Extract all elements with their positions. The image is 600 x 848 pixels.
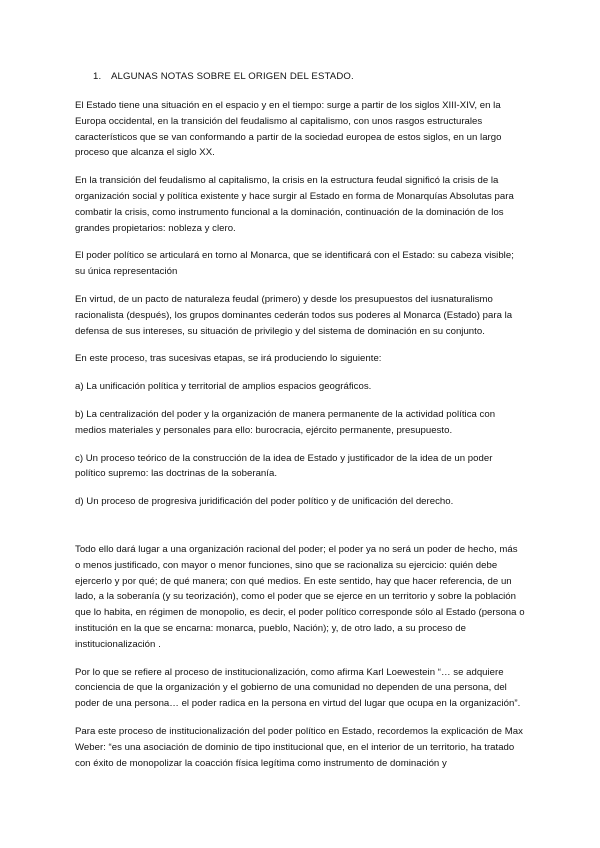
paragraph-monarch: El poder político se articulará en torno al Monarca, que se identificará con el Estado: su cabeza visible; su única representación [75,250,514,278]
blank-gap [75,522,525,542]
paragraph-transition: En la transición del feudalismo al capitalismo, la crisis en la estructura feudal significó la crisis de la organización social y política existente y hace surgir al Estado en forma de Monarquías Absolutas para combatir la crisis, como instrumento funcional a la dominación, continuación de la dominación de los grandes propietarios: nobleza y clero. [75,175,514,234]
list-item-b: b) La centralización del poder y la organización de manera permanente de la actividad política con medios materiales y personales para ello: burocracia, ejército permanente, presupuesto. [75,408,496,436]
paragraph-process: En este proceso, tras sucesivas etapas, se irá produciendo lo siguiente: [75,353,382,365]
list-item-a: a) La unificación política y territorial de amplios espacios geográficos. [75,381,372,393]
paragraph-weber: Para este proceso de institucionalización del poder político en Estado, recordemos la explicación de Max Weber: “es una asociación de dominio de tipo institucional que, en el interior de un territorio, ha tratado con éxito de monopolizar la coacción física legítima como instrumento de dominación y [75,725,523,769]
list-item-c: c) Un proceso teórico de la construcción de la idea de Estado y justificador de la idea de un poder político supremo: las doctrinas de la soberanía. [75,452,493,480]
section-number: 1. [93,71,102,82]
paragraph-rational-power: Todo ello dará lugar a una organización racional del poder; el poder ya no será un poder de hecho, más o menos justificado, con mayor o menor funciones, sino que se racionaliza su ejercicio: quién debe ejercerlo y por qué; de qué manera; con qué medios. En este sentido, hay que hacer referencia, de un lado, a la soberanía (y su teorización), como el poder que se ejerce en un territorio y sobre la población que lo habita, en régimen de monopolio, es decir, el poder político corresponde sólo al Estado (persona o institución en la que se encarna: monarca, pueblo, Nación); y, de otro lado, a su proceso de institucionalización . [75,543,525,650]
paragraph-loewestein: Por lo que se refiere al proceso de institucionalización, como afirma Karl Loewestein “… se adquiere conciencia de que la organización y el gobierno de una comunidad no dependen de una persona, del poder de una persona… el poder radica en la persona en virtud del lugar que ocupa en la organización”. [75,666,521,710]
section-title: ALGUNAS NOTAS SOBRE EL ORIGEN DEL ESTADO. [111,71,354,82]
paragraph-intro: El Estado tiene una situación en el espacio y en el tiempo: surge a partir de los siglos XIII-XIV, en la Europa occidental, en la transición del feudalismo al capitalismo, con unos rasgos estructurales característicos que se van conformando a partir de la sociedad europea de estos siglos, en un largo proceso que alcanza el siglo XX. [75,100,502,159]
paragraph-pact: En virtud, de un pacto de naturaleza feudal (primero) y desde los presupuestos del iusnaturalismo racionalista (después), los grupos dominantes cederán todos sus poderes al Monarca (Estado) para la defensa de sus intereses, su situación de privilegio y del sistema de dominación en su conjunto. [75,293,513,337]
section-heading [75,70,525,84]
list-item-d: d) Un proceso de progresiva juridificación del poder político y de unificación del derecho. [75,496,454,508]
